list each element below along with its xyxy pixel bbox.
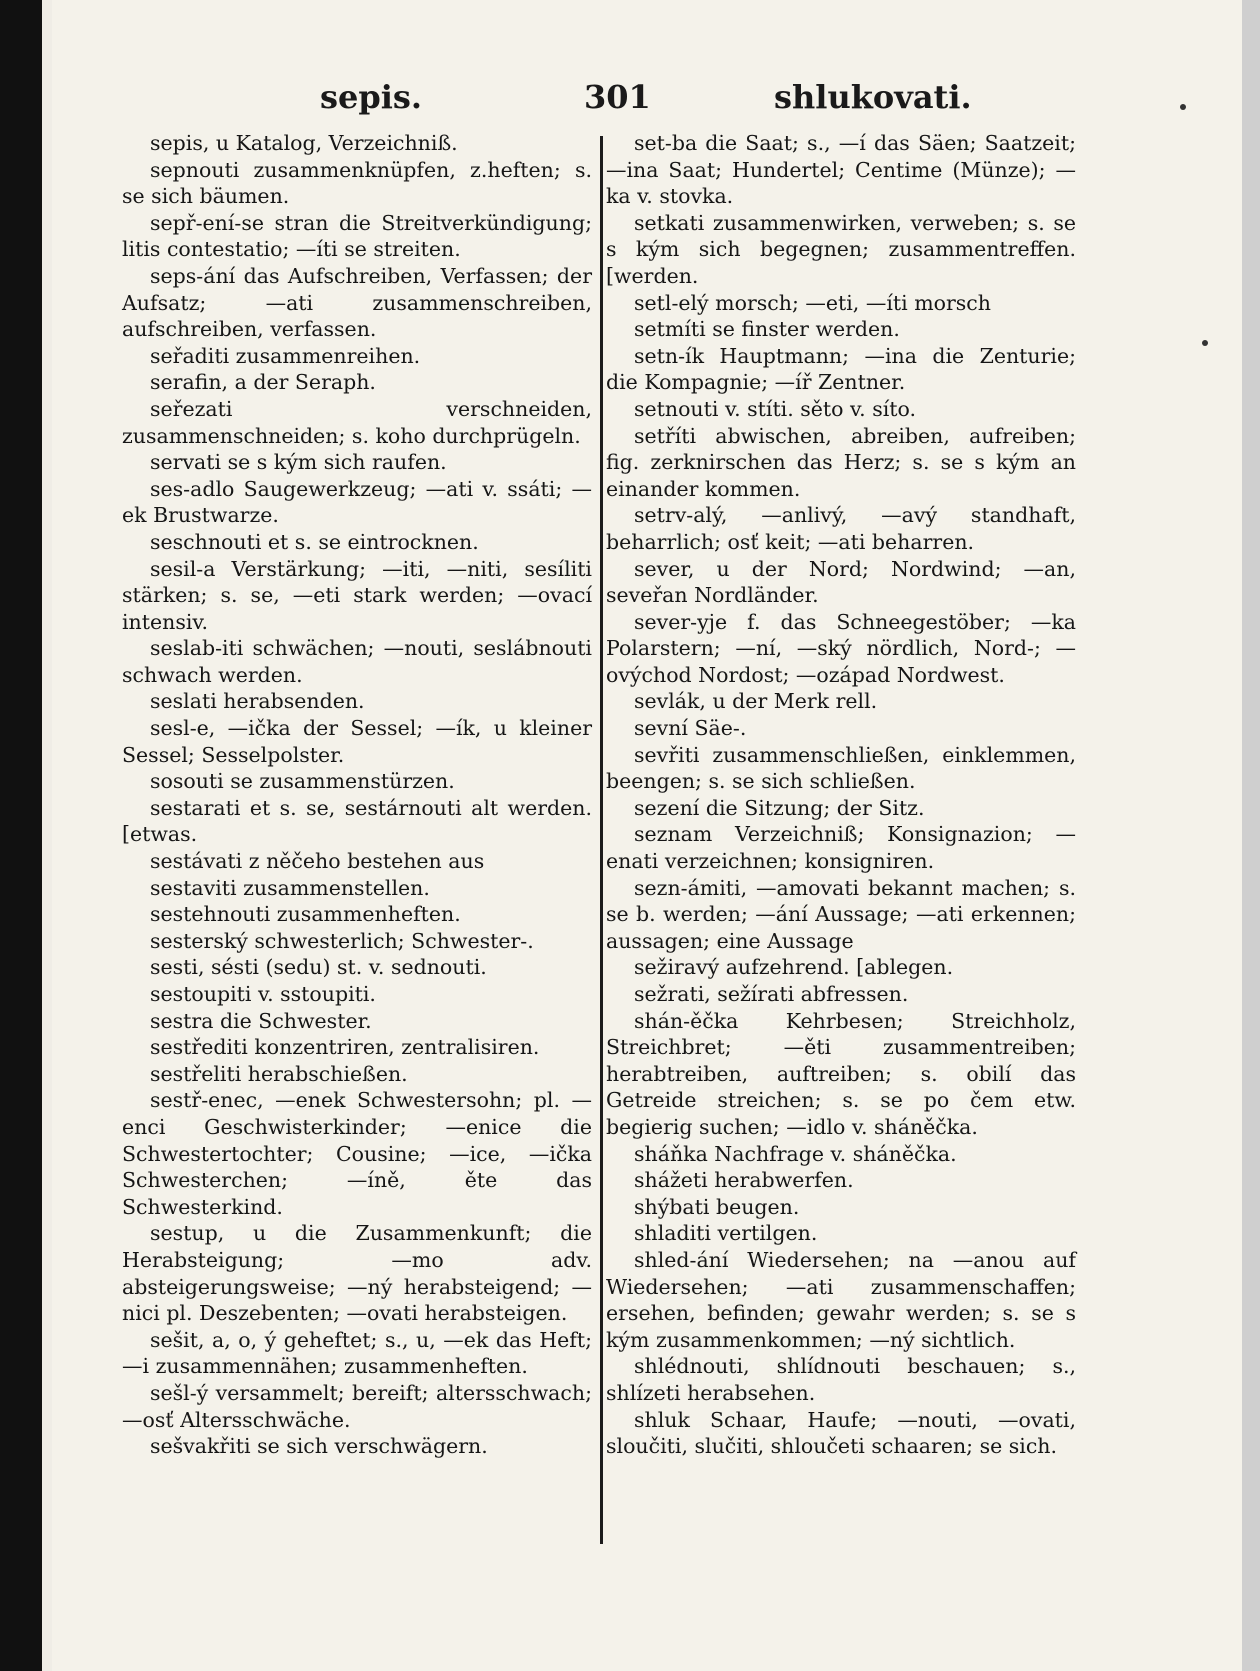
dictionary-entry: setnouti v. stíti. sěto v. síto. — [634, 396, 917, 421]
dictionary-entry: setl-elý morsch; —eti, —íti morsch — [634, 290, 991, 315]
dictionary-entry: shled-ání Wiedersehen; na —anou auf Wiedersehen; —ati zusammenschaffen; ersehen, befinden; gewahr werden; s. se s kým zusammenkommen; —ný sichtlich. — [606, 1247, 1076, 1352]
dictionary-entry: sever, u der Nord; Nordwind; —an, seveřan Nordländer. — [606, 556, 1076, 608]
dictionary-entry: sepnouti zusammenknüpfen, z.heften; s. se sich bäumen. — [122, 157, 592, 209]
dictionary-entry: serafin, a der Seraph. — [150, 370, 376, 395]
dictionary-entry: sestehnouti zusammenheften. — [150, 902, 461, 927]
book-gutter — [42, 0, 52, 1671]
dictionary-entry: sesti, sésti (sedu) st. v. sednouti. — [150, 955, 487, 980]
dictionary-entry: sestřeliti herabschießen. — [150, 1061, 408, 1086]
speck-mark — [1180, 104, 1186, 110]
dictionary-entry: sežrati, sežírati abfressen. — [634, 982, 909, 1006]
dictionary-entry: ses-adlo Saugewerkzeug; —ati v. ssáti; —ek Brustwarze. — [122, 476, 592, 528]
dictionary-entry: sháňka Nachfrage v. sháněčka. — [634, 1141, 957, 1166]
dictionary-entry: sesterský schwesterlich; Schwester-. — [150, 928, 534, 953]
dictionary-entry: sestup, u die Zusammenkunft; die Herabsteigung; —mo adv. absteigerungsweise; —ný herabsteigend; —nici pl. Deszebenten; —ovati herabsteigen. — [122, 1221, 592, 1326]
dictionary-entry: sešit, a, o, ý geheftet; s., u, —ek das Heft; —i zusammennähen; zusammenheften. — [122, 1327, 592, 1379]
dictionary-entry: sesl-e, —ička der Sessel; —ík, u kleiner Sessel; Sesselpolster. — [122, 716, 592, 767]
dictionary-entry: sestra die Schwester. — [150, 1008, 372, 1033]
dictionary-entry: setmíti se finster werden. — [634, 317, 900, 342]
dictionary-entry: setkati zusammenwirken, verweben; s. se s kým sich begegnen; zusammentreffen. [werden. — [606, 210, 1076, 288]
speck-mark — [1202, 340, 1208, 346]
page-number: 301 — [584, 78, 651, 116]
column-divider — [600, 136, 603, 1544]
dictionary-entry: sevřiti zusammenschließen, einklemmen, beengen; s. se sich schließen. — [606, 742, 1076, 794]
dictionary-entry: sezn-ámiti, —amovati bekannt machen; s. se b. werden; —ání Aussage; —ati erkennen; aussagen; eine Aussage — [606, 875, 1076, 953]
dictionary-entry: shluk Schaar, Haufe; —nouti, —ovati, sloučiti, slučiti, shloučeti schaaren; se sich. — [606, 1407, 1076, 1459]
dictionary-entry: sesil-a Verstärkung; —iti, —niti, sesíliti stärken; s. se, —eti stark werden; —ovací intensiv. — [122, 556, 592, 634]
dictionary-entry: sevní Säe-. — [634, 716, 747, 741]
header-first-entry: sepis. — [320, 78, 423, 116]
dictionary-entry: seschnouti et s. se eintrocknen. — [150, 529, 479, 554]
dictionary-entry: shladiti vertilgen. — [634, 1221, 818, 1246]
dictionary-page — [52, 0, 1242, 1671]
dictionary-entry: sestarati et s. se, sestárnouti alt werden. [etwas. — [122, 795, 592, 847]
dictionary-entry: sestávati z něčeho bestehen aus — [150, 849, 485, 874]
left-column — [122, 130, 592, 1460]
right-column — [606, 130, 1076, 1460]
dictionary-entry: sever-yje f. das Schneegestöber; —ka Polarstern; —ní, —ský nördlich, Nord-; —ovýchod Nordost; —ozápad Nordwest. — [606, 609, 1076, 687]
dictionary-entry: sestaviti zusammenstellen. — [150, 875, 430, 900]
dictionary-entry: sezení die Sitzung; der Sitz. — [634, 795, 925, 820]
dictionary-entry: sepř-ení-se stran die Streitverkündigung; litis contestatio; —íti se streiten. — [122, 210, 592, 262]
dictionary-entry: sežiravý aufzehrend. [ablegen. — [634, 955, 954, 980]
book-edge-left — [0, 0, 42, 1671]
dictionary-entry: sešl-ý versammelt; bereift; altersschwach; —osť Altersschwäche. — [122, 1380, 592, 1432]
dictionary-entry: setříti abwischen, abreiben, aufreiben; fig. zerknirschen das Herz; s. se s kým an einander kommen. — [606, 423, 1076, 501]
dictionary-entry: shážeti herabwerfen. — [634, 1168, 854, 1193]
dictionary-entry: shán-ěčka Kehrbesen; Streichholz, Streichbret; —ěti zusammentreiben; herabtreiben, auftreiben; s. obilí das Getreide streichen; s. se po čem etw. begierig suchen; —idlo v. sháněčka. — [606, 1008, 1076, 1139]
dictionary-entry: seřaditi zusammenreihen. — [150, 343, 421, 368]
dictionary-entry: sešvakřiti se sich verschwägern. — [150, 1434, 488, 1459]
header-last-entry: shlukovati. — [774, 78, 972, 116]
dictionary-entry: setrv-alý, —anlivý, —avý standhaft, beharrlich; osť keit; —ati beharren. — [606, 503, 1076, 554]
dictionary-entry: seslab-iti schwächen; —nouti, seslábnouti schwach werden. — [122, 636, 592, 687]
dictionary-entry: sevlák, u der Merk rell. — [634, 689, 878, 714]
dictionary-entry: seps-ání das Aufschreiben, Verfassen; der Aufsatz; —ati zusammenschreiben, aufschreiben, verfassen. — [122, 263, 592, 342]
page-header — [52, 78, 1242, 128]
dictionary-entry: shlédnouti, shlídnouti beschauen; s., shlízeti herabsehen. — [606, 1354, 1076, 1405]
book-edge-right — [1242, 0, 1260, 1671]
dictionary-entry: sepis, u Katalog, Verzeichniß. — [150, 131, 458, 155]
dictionary-entry: servati se s kým sich raufen. — [150, 450, 447, 475]
dictionary-entry: seřezati verschneiden, zusammenschneiden; s. koho durchprügeln. — [122, 396, 592, 448]
dictionary-entry: sestřediti konzentriren, zentralisiren. — [150, 1035, 540, 1060]
dictionary-entry: seznam Verzeichniß; Konsignazion; —enati verzeichnen; konsigniren. — [606, 822, 1076, 874]
dictionary-entry: seslati herabsenden. — [150, 689, 365, 714]
dictionary-entry: shýbati beugen. — [634, 1194, 800, 1219]
dictionary-entry: set-ba die Saat; s., —í das Säen; Saatzeit; —ina Saat; Hundertel; Centime (Münze); —ka v. stovka. — [606, 131, 1076, 209]
dictionary-entry: sosouti se zusammenstürzen. — [150, 769, 455, 794]
dictionary-entry: sestoupiti v. sstoupiti. — [150, 982, 376, 1006]
dictionary-entry: sestř-enec, —enek Schwestersohn; pl. —enci Geschwisterkinder; —enice die Schwestertochter; Cousine; —ice, —ička Schwesterchen; —íně, ěte das Schwesterkind. — [122, 1088, 592, 1219]
dictionary-entry: setn-ík Hauptmann; —ina die Zenturie; die Kompagnie; —íř Zentner. — [606, 343, 1076, 395]
